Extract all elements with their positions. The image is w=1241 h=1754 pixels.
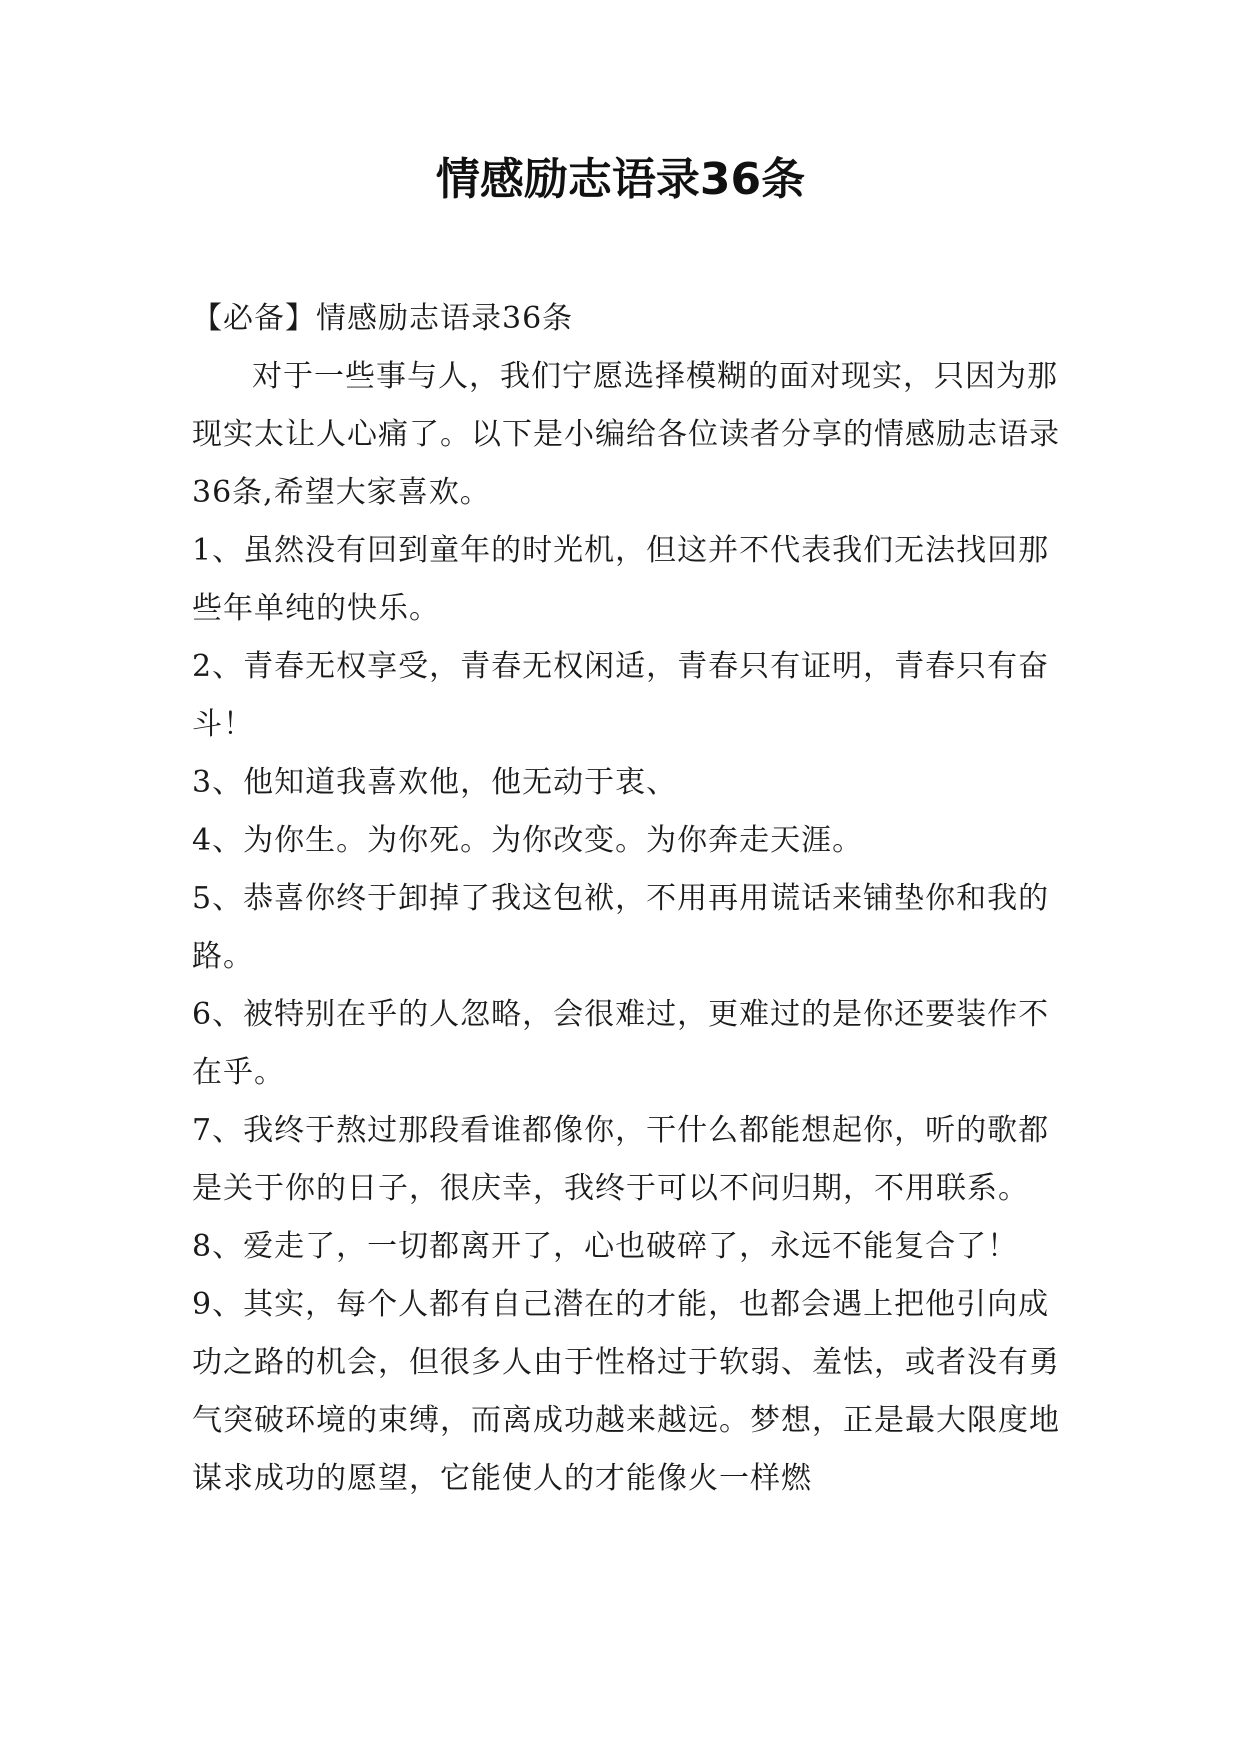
- document-body: [192, 290, 1072, 1508]
- quote-item-1: 1、虽然没有回到童年的时光机，但这并不代表我们无法找回那些年单纯的快乐。: [192, 533, 1050, 626]
- quote-item-3: 3、他知道我喜欢他，他无动于衷、: [192, 765, 678, 800]
- quote-item-5: 5、恭喜你终于卸掉了我这包袱，不用再用谎话来铺垫你和我的路。: [192, 881, 1050, 974]
- document-subtitle: 【必备】情感励志语录36条: [192, 301, 574, 336]
- quote-item-9: 9、其实，每个人都有自己潜在的才能，也都会遇上把他引向成功之路的机会，但很多人由于性格过于软弱、羞怯，或者没有勇气突破环境的束缚，而离成功越来越远。梦想，正是最大限度地谋求成功的愿望，它能使人的才能像火一样燃: [192, 1287, 1060, 1496]
- intro-paragraph: 对于一些事与人，我们宁愿选择模糊的面对现实，只因为那现实太让人心痛了。以下是小编给各位读者分享的情感励志语录36条,希望大家喜欢。: [192, 359, 1060, 510]
- quote-item-2: 2、青春无权享受，青春无权闲适，青春只有证明，青春只有奋斗！: [192, 649, 1050, 742]
- quote-item-8: 8、爱走了，一切都离开了，心也破碎了，永远不能复合了！: [192, 1229, 1019, 1264]
- document-title: 情感励志语录36条: [435, 154, 806, 205]
- quote-item-4: 4、为你生。为你死。为你改变。为你奔走天涯。: [192, 823, 864, 858]
- quote-item-7: 7、我终于熬过那段看谁都像你，干什么都能想起你，听的歌都是关于你的日子，很庆幸，我终于可以不问归期，不用联系。: [192, 1113, 1050, 1206]
- quote-item-6: 6、被特别在乎的人忽略，会很难过，更难过的是你还要装作不在乎。: [192, 997, 1050, 1090]
